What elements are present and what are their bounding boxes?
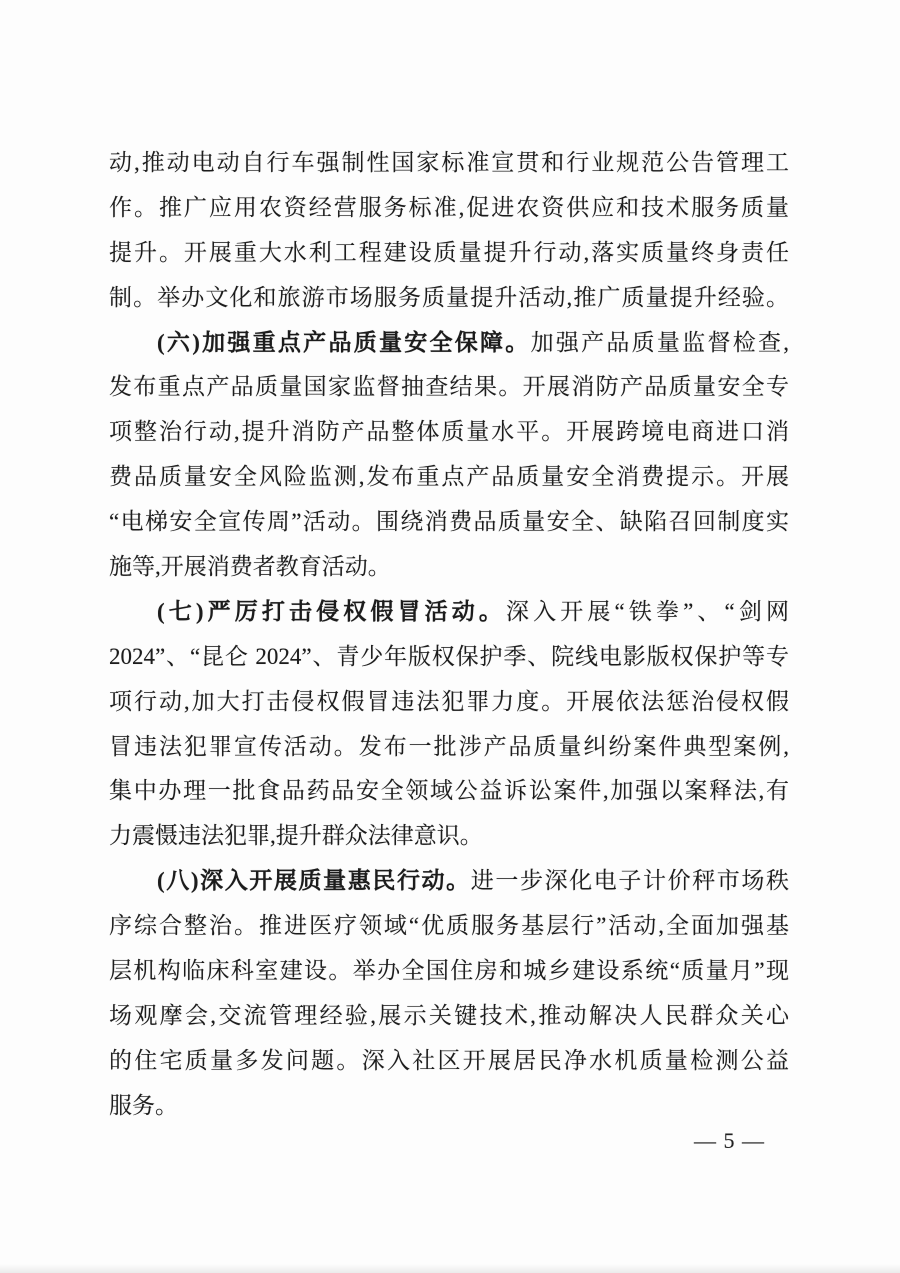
para-continued — [109, 141, 789, 321]
text-line — [109, 276, 789, 321]
text-run: 加强产品质量监督检查, — [530, 329, 789, 355]
document-text — [109, 141, 789, 1129]
para-item-8 — [109, 859, 789, 1128]
text-line — [109, 1084, 789, 1129]
text-run: 层机构临床科室建设。举办全国住房和城乡建设系统“质量月”现 — [109, 958, 789, 984]
text-run: 深入开展“铁拳”、“剑网 — [506, 598, 789, 624]
text-run: 项整治行动,提升消防产品整体质量水平。开展跨境电商进口消 — [109, 419, 789, 445]
para-item-7 — [109, 590, 789, 859]
text-run: “电梯安全宣传周”活动。围绕消费品质量安全、缺陷召回制度实 — [109, 509, 789, 535]
text-run: 动,推动电动自行车强制性国家标准宣贯和行业规范公告管理工 — [109, 150, 789, 175]
text-line — [109, 186, 789, 231]
text-run: 集中办理一批食品药品安全领域公益诉讼案件,加强以案释法,有 — [109, 778, 789, 804]
text-line — [109, 500, 789, 545]
text-line — [109, 635, 789, 680]
text-line — [109, 814, 789, 859]
scan-edge-shadow — [0, 1264, 900, 1273]
text-run: 服务。 — [109, 1092, 178, 1118]
text-line — [109, 994, 789, 1039]
text-line — [109, 141, 789, 186]
text-line-with-heading — [109, 590, 789, 635]
text-run: 2024”、“昆仑 2024”、青少年版权保护季、院线电影版权保护等专 — [109, 643, 789, 669]
section-heading: (八)深入开展质量惠民行动。 — [157, 868, 471, 894]
text-line — [109, 904, 789, 949]
page-number: — 5 — — [694, 1128, 765, 1153]
text-run: 力震慑违法犯罪,提升群众法律意识。 — [109, 823, 483, 849]
section-heading: (七)严厉打击侵权假冒活动。 — [157, 598, 507, 624]
text-run: 费品质量安全风险监测,发布重点产品质量安全消费提示。开展 — [109, 464, 789, 490]
text-run: 提升。开展重大水利工程建设质量提升行动,落实质量终身责任 — [109, 239, 789, 265]
text-run: 冒违法犯罪宣传活动。发布一批涉产品质量纠纷案件典型案例, — [109, 733, 789, 759]
text-line — [109, 680, 789, 725]
text-run: 制。举办文化和旅游市场服务质量提升活动,推广质量提升经验。 — [109, 284, 789, 310]
text-run: 施等,开展消费者教育活动。 — [109, 554, 391, 580]
text-line — [109, 455, 789, 500]
text-line — [109, 949, 789, 994]
text-line — [109, 1039, 789, 1084]
text-run: 的住宅质量多发问题。深入社区开展居民净水机质量检测公益 — [109, 1047, 789, 1073]
text-run: 场观摩会,交流管理经验,展示关键技术,推动解决人民群众关心 — [109, 1002, 789, 1028]
text-line — [109, 410, 789, 455]
text-line — [109, 769, 789, 814]
text-run: 作。推广应用农资经营服务标准,促进农资供应和技术服务质量 — [109, 194, 789, 220]
text-line-with-heading — [109, 321, 789, 366]
text-line — [109, 545, 789, 590]
text-line — [109, 365, 789, 410]
text-line — [109, 231, 789, 276]
section-heading: (六)加强重点产品质量安全保障。 — [157, 329, 531, 355]
text-run: 进一步深化电子计价秤市场秩 — [470, 868, 789, 894]
text-line-with-heading — [109, 859, 789, 904]
text-run: 发布重点产品质量国家监督抽查结果。开展消防产品质量安全专 — [109, 374, 789, 400]
text-run: 项行动,加大打击侵权假冒违法犯罪力度。开展依法惩治侵权假 — [109, 688, 789, 714]
text-line — [109, 725, 789, 770]
para-item-6 — [109, 321, 789, 590]
text-run: 序综合整治。推进医疗领域“优质服务基层行”活动,全面加强基 — [109, 913, 789, 939]
